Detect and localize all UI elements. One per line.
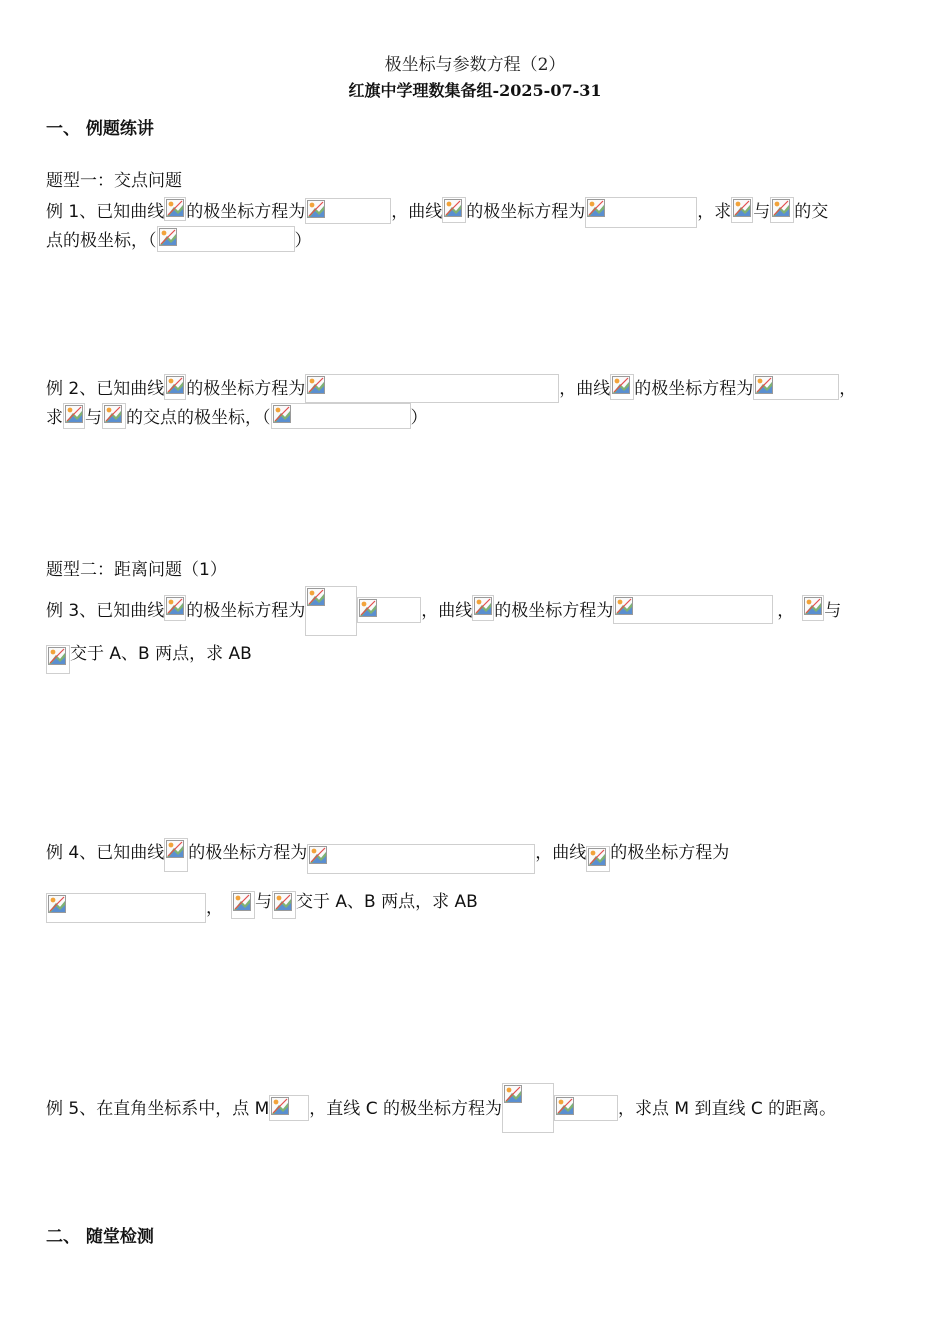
broken-image-icon (755, 376, 773, 394)
formula-image (610, 374, 634, 400)
question-type-1: 题型一：交点问题 (46, 171, 182, 191)
formula-image (472, 595, 494, 621)
formula-image (46, 645, 70, 674)
text: 与 (824, 601, 842, 621)
formula-image (164, 374, 186, 400)
formula-image (357, 597, 421, 623)
broken-image-icon (166, 376, 184, 394)
broken-image-icon (48, 895, 66, 913)
formula-image (305, 198, 391, 224)
example-3-line-2 (46, 645, 252, 675)
formula-image (305, 374, 559, 403)
broken-image-icon (307, 200, 325, 218)
text: 例 2、已知曲线 (46, 379, 165, 399)
formula-image (164, 197, 186, 221)
broken-image-icon (65, 405, 83, 423)
text: 的极坐标方程为 (186, 379, 306, 399)
text: 的交点的极坐标，（ (126, 408, 271, 428)
formula-image (554, 1095, 618, 1121)
text: 的极坐标方程为 (188, 843, 308, 863)
formula-image (157, 226, 295, 252)
formula-image (272, 891, 296, 919)
broken-image-icon (504, 1085, 522, 1103)
formula-image (63, 403, 85, 429)
broken-image-icon (166, 199, 184, 217)
broken-image-icon (612, 376, 630, 394)
text: ，曲线 (559, 379, 611, 399)
text: ） (410, 408, 428, 428)
text: 求 (46, 408, 63, 428)
broken-image-icon (166, 597, 184, 615)
formula-image (46, 893, 206, 923)
text: ，曲线 (391, 202, 443, 222)
formula-image (613, 595, 773, 624)
section-heading-2: 二、 随堂检测 (46, 1227, 154, 1247)
text: ） (294, 231, 312, 251)
text: 的极坐标方程为 (610, 843, 730, 863)
broken-image-icon (48, 647, 66, 665)
formula-image (802, 595, 824, 621)
page-subtitle: 红旗中学理数集备组-2025-07-31 (348, 81, 602, 100)
broken-image-icon (104, 405, 122, 423)
example-5-line-1 (46, 1083, 836, 1133)
text: 例 1、已知曲线 (46, 202, 165, 222)
formula-image (269, 1095, 309, 1121)
text: 的极坐标方程为 (634, 379, 754, 399)
text: 与 (85, 408, 102, 428)
formula-image (502, 1083, 554, 1133)
broken-image-icon (274, 893, 292, 911)
text: ， (839, 379, 857, 399)
broken-image-icon (587, 199, 605, 217)
example-4-line-1 (46, 838, 729, 868)
broken-image-icon (233, 893, 251, 911)
page-title: 极坐标与参数方程（2） (384, 55, 566, 75)
broken-image-icon (359, 599, 377, 617)
example-3-line-1 (46, 586, 841, 636)
broken-image-icon (159, 228, 177, 246)
formula-image (731, 197, 753, 223)
text: ，曲线 (535, 843, 587, 863)
text: 的极坐标方程为 (186, 202, 306, 222)
text: 例 3、已知曲线 (46, 601, 165, 621)
text: ，求点 M 到直线 C 的距离。 (617, 1099, 837, 1119)
formula-image (307, 844, 535, 874)
text: ，求 (697, 202, 732, 222)
broken-image-icon (804, 597, 822, 615)
formula-image (271, 403, 411, 429)
broken-image-icon (444, 199, 462, 217)
broken-image-icon (556, 1097, 574, 1115)
text: 的交 (794, 202, 829, 222)
formula-image (753, 374, 839, 400)
formula-image (585, 197, 697, 228)
text: 的极坐标方程为 (186, 601, 306, 621)
broken-image-icon (271, 1097, 289, 1115)
broken-image-icon (307, 376, 325, 394)
text: 的极坐标方程为 (494, 601, 614, 621)
text: 例 4、已知曲线 (46, 843, 165, 863)
formula-image (442, 197, 466, 223)
formula-image (305, 586, 357, 636)
formula-image (164, 838, 188, 872)
example-2-line-1 (46, 374, 856, 404)
broken-image-icon (733, 199, 751, 217)
text: 交于 A、B 两点，求 AB (70, 644, 252, 664)
text: 例 5、在直角坐标系中，点 M (46, 1099, 270, 1119)
text: ， (206, 898, 223, 918)
broken-image-icon (307, 588, 325, 606)
broken-image-icon (615, 597, 633, 615)
formula-image (586, 846, 610, 872)
section-heading-1: 一、 例题练讲 (46, 119, 154, 139)
formula-image (231, 891, 255, 919)
text: 点的极坐标，（ (46, 231, 157, 251)
formula-image (770, 197, 794, 223)
text: ，直线 C 的极坐标方程为 (309, 1099, 502, 1119)
example-1-line-1 (46, 197, 828, 227)
question-type-2: 题型二：距离问题（1） (46, 560, 227, 580)
formula-image (164, 595, 186, 621)
broken-image-icon (273, 405, 291, 423)
formula-image (102, 403, 126, 429)
broken-image-icon (772, 199, 790, 217)
example-4-line-2 (46, 887, 478, 917)
broken-image-icon (588, 848, 606, 866)
text: 与 (753, 202, 771, 222)
example-2-line-2 (46, 403, 428, 433)
text: 交于 A、B 两点，求 AB (296, 892, 478, 912)
example-1-line-2 (46, 226, 312, 256)
text: 的极坐标方程为 (466, 202, 586, 222)
broken-image-icon (166, 840, 184, 858)
broken-image-icon (309, 846, 327, 864)
broken-image-icon (474, 597, 492, 615)
text: 与 (255, 892, 272, 912)
text: ，曲线 (421, 601, 473, 621)
text: ， (777, 601, 795, 621)
